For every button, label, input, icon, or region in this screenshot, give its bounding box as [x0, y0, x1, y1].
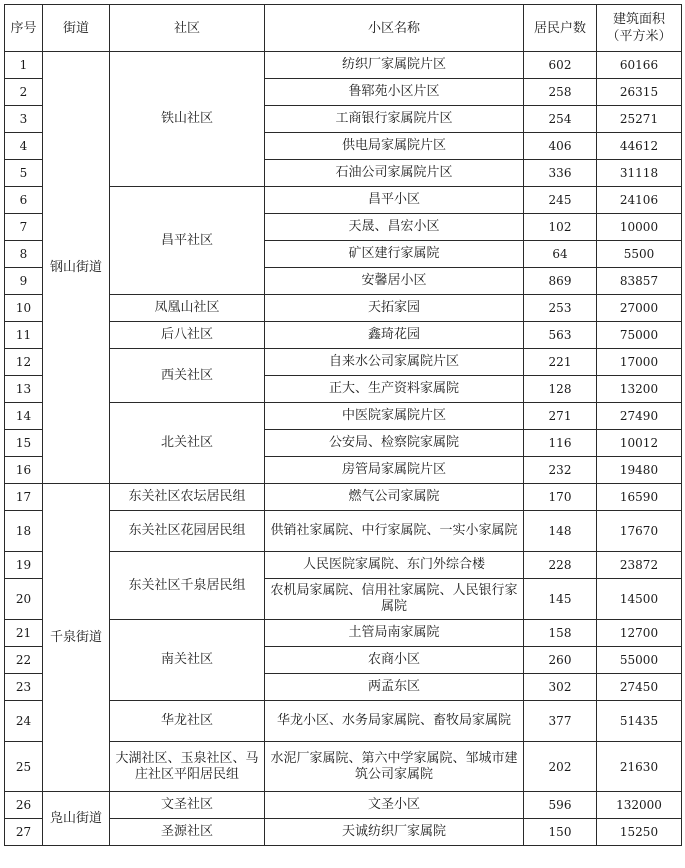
area-cell: 19480 [597, 457, 682, 484]
seq-cell: 6 [5, 187, 43, 214]
area-cell: 12700 [597, 620, 682, 647]
community-cell: 东关社区农坛居民组 [110, 484, 265, 511]
area-cell: 51435 [597, 701, 682, 742]
community-cell: 铁山社区 [110, 52, 265, 187]
header-community: 社区 [110, 5, 265, 52]
seq-cell: 20 [5, 579, 43, 620]
community-cell: 西关社区 [110, 349, 265, 403]
complex-cell: 鑫琦花园 [265, 322, 524, 349]
header-street: 街道 [43, 5, 110, 52]
street-cell: 千泉街道 [43, 484, 110, 792]
households-cell: 221 [524, 349, 597, 376]
households-cell: 302 [524, 674, 597, 701]
header-seq: 序号 [5, 5, 43, 52]
complex-cell: 鲁郓苑小区片区 [265, 79, 524, 106]
seq-cell: 27 [5, 819, 43, 846]
households-cell: 158 [524, 620, 597, 647]
community-cell: 华龙社区 [110, 701, 265, 742]
seq-cell: 4 [5, 133, 43, 160]
area-cell: 27490 [597, 403, 682, 430]
seq-cell: 25 [5, 742, 43, 792]
area-cell: 26315 [597, 79, 682, 106]
area-cell: 13200 [597, 376, 682, 403]
households-cell: 150 [524, 819, 597, 846]
table-row [5, 792, 682, 819]
complex-cell: 天拓家园 [265, 295, 524, 322]
households-cell: 102 [524, 214, 597, 241]
area-cell: 16590 [597, 484, 682, 511]
street-cell: 钢山街道 [43, 52, 110, 484]
complex-cell: 两孟东区 [265, 674, 524, 701]
area-cell: 23872 [597, 552, 682, 579]
seq-cell: 16 [5, 457, 43, 484]
area-cell: 14500 [597, 579, 682, 620]
households-cell: 596 [524, 792, 597, 819]
seq-cell: 13 [5, 376, 43, 403]
households-cell: 202 [524, 742, 597, 792]
households-cell: 563 [524, 322, 597, 349]
households-cell: 128 [524, 376, 597, 403]
seq-cell: 22 [5, 647, 43, 674]
community-cell: 东关社区千泉居民组 [110, 552, 265, 620]
seq-cell: 26 [5, 792, 43, 819]
community-cell: 大湖社区、玉泉社区、马庄社区平阳居民组 [110, 742, 265, 792]
community-cell: 东关社区花园居民组 [110, 511, 265, 552]
seq-cell: 14 [5, 403, 43, 430]
header-area-line1: 建筑面积 [612, 12, 665, 27]
community-cell: 后八社区 [110, 322, 265, 349]
households-cell: 245 [524, 187, 597, 214]
area-cell: 132000 [597, 792, 682, 819]
households-cell: 253 [524, 295, 597, 322]
complex-cell: 正大、生产资料家属院 [265, 376, 524, 403]
area-cell: 31118 [597, 160, 682, 187]
seq-cell: 18 [5, 511, 43, 552]
area-cell: 10000 [597, 214, 682, 241]
complex-cell: 中医院家属院片区 [265, 403, 524, 430]
area-cell: 24106 [597, 187, 682, 214]
community-cell: 圣源社区 [110, 819, 265, 846]
complex-cell: 供销社家属院、中行家属院、一实小家属院 [265, 511, 524, 552]
households-cell: 406 [524, 133, 597, 160]
area-cell: 15250 [597, 819, 682, 846]
community-cell: 文圣社区 [110, 792, 265, 819]
households-cell: 869 [524, 268, 597, 295]
seq-cell: 7 [5, 214, 43, 241]
households-cell: 232 [524, 457, 597, 484]
complex-cell: 矿区建行家属院 [265, 241, 524, 268]
complex-cell: 供电局家属院片区 [265, 133, 524, 160]
area-cell: 17000 [597, 349, 682, 376]
seq-cell: 8 [5, 241, 43, 268]
header-complex: 小区名称 [265, 5, 524, 52]
area-cell: 27000 [597, 295, 682, 322]
households-cell: 271 [524, 403, 597, 430]
households-cell: 260 [524, 647, 597, 674]
complex-cell: 安馨居小区 [265, 268, 524, 295]
households-cell: 602 [524, 52, 597, 79]
seq-cell: 5 [5, 160, 43, 187]
complex-cell: 纺织厂家属院片区 [265, 52, 524, 79]
complex-cell: 房管局家属院片区 [265, 457, 524, 484]
header-row [5, 5, 682, 52]
seq-cell: 17 [5, 484, 43, 511]
seq-cell: 24 [5, 701, 43, 742]
seq-cell: 15 [5, 430, 43, 457]
table-row [5, 52, 682, 79]
header-area-line2: （平方米） [606, 29, 672, 44]
area-cell: 55000 [597, 647, 682, 674]
complex-cell: 土管局南家属院 [265, 620, 524, 647]
header-households: 居民户数 [524, 5, 597, 52]
households-cell: 116 [524, 430, 597, 457]
households-cell: 148 [524, 511, 597, 552]
complex-cell: 文圣小区 [265, 792, 524, 819]
seq-cell: 19 [5, 552, 43, 579]
seq-cell: 9 [5, 268, 43, 295]
seq-cell: 23 [5, 674, 43, 701]
area-cell: 5500 [597, 241, 682, 268]
community-cell: 北关社区 [110, 403, 265, 484]
seq-cell: 12 [5, 349, 43, 376]
complex-cell: 华龙小区、水务局家属院、畜牧局家属院 [265, 701, 524, 742]
households-cell: 336 [524, 160, 597, 187]
complex-cell: 昌平小区 [265, 187, 524, 214]
seq-cell: 21 [5, 620, 43, 647]
complex-cell: 农商小区 [265, 647, 524, 674]
complex-cell: 公安局、检察院家属院 [265, 430, 524, 457]
households-cell: 228 [524, 552, 597, 579]
complex-cell: 农机局家属院、信用社家属院、人民银行家属院 [265, 579, 524, 620]
households-cell: 254 [524, 106, 597, 133]
households-cell: 377 [524, 701, 597, 742]
complex-cell: 燃气公司家属院 [265, 484, 524, 511]
community-cell: 南关社区 [110, 620, 265, 701]
households-cell: 64 [524, 241, 597, 268]
households-cell: 258 [524, 79, 597, 106]
table-row [5, 484, 682, 511]
seq-cell: 3 [5, 106, 43, 133]
households-cell: 145 [524, 579, 597, 620]
community-cell: 昌平社区 [110, 187, 265, 295]
seq-cell: 1 [5, 52, 43, 79]
seq-cell: 10 [5, 295, 43, 322]
area-cell: 25271 [597, 106, 682, 133]
community-cell: 凤凰山社区 [110, 295, 265, 322]
complex-cell: 天晟、昌宏小区 [265, 214, 524, 241]
area-cell: 83857 [597, 268, 682, 295]
complex-cell: 工商银行家属院片区 [265, 106, 524, 133]
street-cell: 凫山街道 [43, 792, 110, 846]
complex-cell: 人民医院家属院、东门外综合楼 [265, 552, 524, 579]
complex-cell: 石油公司家属院片区 [265, 160, 524, 187]
area-cell: 60166 [597, 52, 682, 79]
area-cell: 10012 [597, 430, 682, 457]
area-cell: 27450 [597, 674, 682, 701]
area-cell: 21630 [597, 742, 682, 792]
households-cell: 170 [524, 484, 597, 511]
complex-cell: 水泥厂家属院、第六中学家属院、邹城市建筑公司家属院 [265, 742, 524, 792]
seq-cell: 11 [5, 322, 43, 349]
area-cell: 17670 [597, 511, 682, 552]
complex-cell: 天诚纺织厂家属院 [265, 819, 524, 846]
seq-cell: 2 [5, 79, 43, 106]
header-area [597, 5, 682, 52]
housing-table [4, 4, 682, 846]
area-cell: 75000 [597, 322, 682, 349]
complex-cell: 自来水公司家属院片区 [265, 349, 524, 376]
area-cell: 44612 [597, 133, 682, 160]
